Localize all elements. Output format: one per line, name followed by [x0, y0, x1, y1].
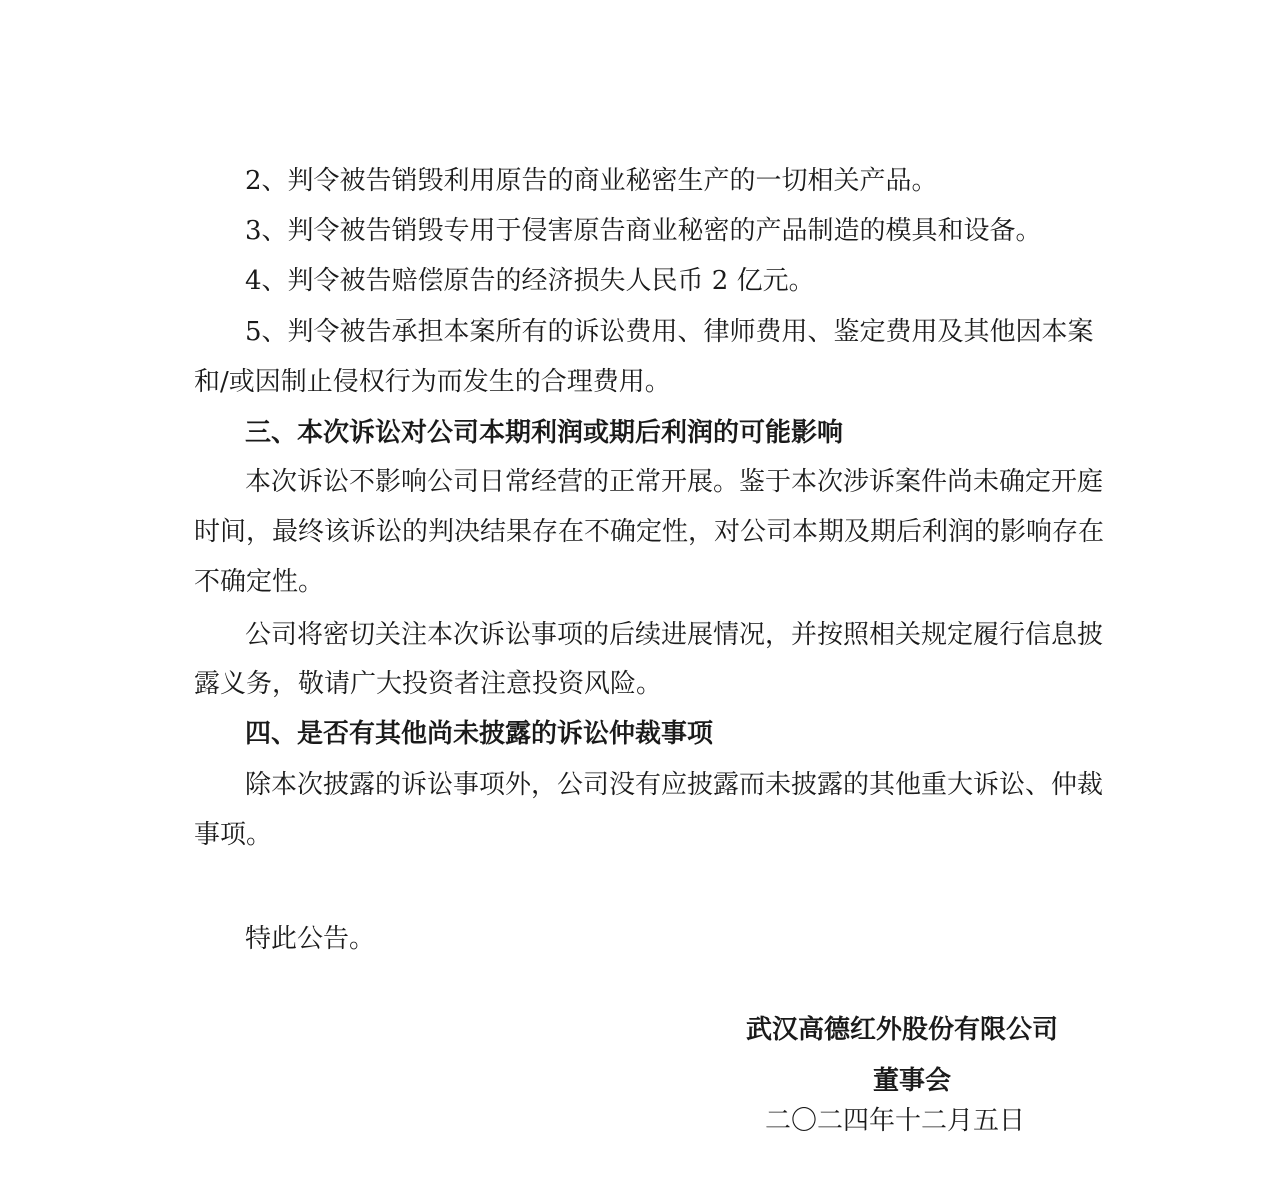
closing-statement: 特此公告。 — [245, 924, 376, 954]
section-3-para-1-line-2: 时间，最终该诉讼的判决结果存在不确定性，对公司本期及期后利润的影响存在 — [194, 517, 1105, 547]
signature-board: 董事会 — [873, 1066, 952, 1096]
list-item-3: 3、判令被告销毁专用于侵害原告商业秘密的产品制造的模具和设备。 — [245, 216, 1042, 246]
signature-company: 武汉高德红外股份有限公司 — [746, 1015, 1059, 1045]
section-3-para-2-line-1: 公司将密切关注本次诉讼事项的后续进展情况，并按照相关规定履行信息披 — [245, 620, 1104, 650]
signature-date: 二〇二四年十二月五日 — [765, 1106, 1026, 1136]
section-3-para-1-line-3: 不确定性。 — [194, 567, 325, 597]
section-4-heading: 四、是否有其他尚未披露的诉讼仲裁事项 — [245, 719, 714, 749]
section-4-para-line-1: 除本次披露的诉讼事项外，公司没有应披露而未披露的其他重大诉讼、仲裁 — [245, 770, 1104, 800]
section-3-heading: 三、本次诉讼对公司本期利润或期后利润的可能影响 — [245, 418, 844, 448]
list-item-5-line-2: 和/或因制止侵权行为而发生的合理费用。 — [194, 367, 671, 397]
section-3-para-2-line-2: 露义务，敬请广大投资者注意投资风险。 — [194, 669, 663, 699]
list-item-5-line-1: 5、判令被告承担本案所有的诉讼费用、律师费用、鉴定费用及其他因本案 — [245, 317, 1094, 347]
section-3-para-1-line-1: 本次诉讼不影响公司日常经营的正常开展。鉴于本次涉诉案件尚未确定开庭 — [245, 467, 1104, 497]
list-item-4: 4、判令被告赔偿原告的经济损失人民币 2 亿元。 — [245, 266, 815, 296]
section-4-para-line-2: 事项。 — [194, 820, 273, 850]
list-item-2: 2、判令被告销毁利用原告的商业秘密生产的一切相关产品。 — [245, 166, 938, 196]
